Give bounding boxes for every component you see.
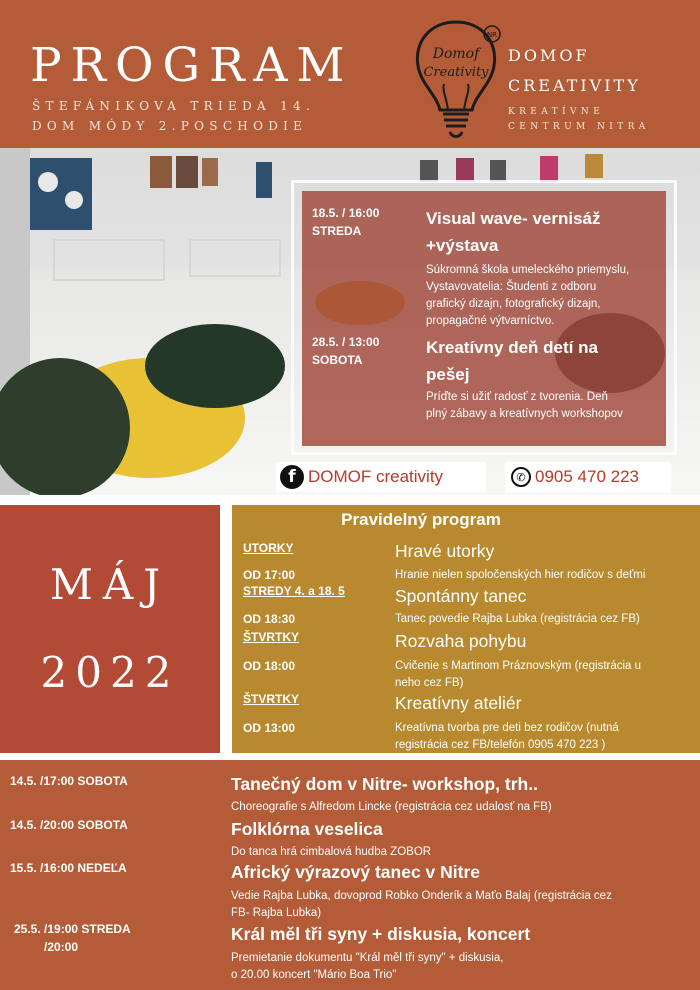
month-panel [0, 505, 220, 753]
regular-2-title: Spontánny tanec [395, 586, 527, 606]
facebook-icon: f [280, 465, 304, 489]
header [0, 0, 700, 148]
logo-badge: NR [486, 31, 498, 39]
month-name: MÁJ [49, 560, 171, 609]
event-2-title: Folklórna veselica [231, 819, 383, 839]
event-1-title: Tanečný dom v Nitre- workshop, trh.. [231, 774, 538, 794]
featured-event-1-desc-1: Súkromná škola umeleckého priemyslu, [426, 264, 630, 276]
month-year: 2022 [40, 648, 180, 697]
featured-event-2-day: SOBOTA [312, 353, 363, 367]
logo-text-1: Domof [432, 46, 480, 62]
event-4-date-2: /20:00 [44, 940, 79, 954]
featured-event-1-desc-2: Vystavovatelia: Študenti z odboru [426, 281, 597, 293]
featured-event-2-title-2: pešej [426, 365, 470, 384]
event-4-date: 25.5. /19:00 STREDA [14, 922, 131, 936]
regular-1-desc: Hranie nielen spoločenských hier rodičov s deťmi [395, 569, 646, 581]
facebook-label: DOMOF creativity [308, 467, 444, 486]
regular-3-time: OD 18:00 [243, 659, 296, 673]
regular-3-desc-2: neho cez FB) [395, 677, 464, 689]
event-3-desc-1: Vedie Rajba Lubka, dovoprod Robko Onderík a Maťo Balaj (registrácia cez [231, 890, 612, 902]
phone-number: 0905 470 223 [535, 467, 639, 486]
lightbulb-logo-icon [408, 14, 504, 144]
event-4-desc-2: o 20.00 koncert "Mário Boa Trio" [231, 969, 397, 981]
featured-event-1-title-2: +výstava [426, 236, 499, 255]
featured-event-1-desc-4: propagačné výtvarníctvo. [426, 315, 555, 327]
logo-text-2: Creativity [423, 65, 489, 80]
featured-event-1-date: 18.5. / 16:00 [312, 206, 380, 220]
featured-event-1-day: STREDA [312, 224, 362, 238]
event-4-title: Král měl tři syny + diskusia, koncert [231, 924, 531, 944]
brand-tagline-1: KREATÍVNE [508, 107, 605, 117]
regular-1-time: OD 17:00 [243, 568, 296, 582]
regular-4-day: ŠTVRTKY [243, 692, 300, 706]
event-3-date: 15.5. /16:00 NEDEĽA [10, 861, 127, 875]
regular-4-desc-2: registrácia cez FB/telefón 0905 470 223 ) [395, 739, 606, 751]
regular-4-time: OD 13:00 [243, 721, 296, 735]
regular-3-desc-1: Cvičenie s Martinom Práznovským (registrácia u [395, 660, 642, 672]
regular-program-title: Pravidelný program [341, 510, 501, 529]
regular-2-time: OD 18:30 [243, 612, 296, 626]
regular-3-day: ŠTVRTKY [243, 630, 300, 644]
event-1-date: 14.5. /17:00 SOBOTA [10, 774, 128, 788]
brand-name-2: CREATIVITY [508, 76, 641, 95]
event-4-desc-1: Premietanie dokumentu "Král měl tři syny" + diskusia, [231, 952, 504, 964]
phone-link[interactable] [505, 462, 671, 492]
featured-event-2-title-1: Kreatívny deň detí na [426, 338, 598, 357]
event-2-date: 14.5. /20:00 SOBOTA [10, 818, 128, 832]
regular-3-title: Rozvaha pohybu [395, 631, 527, 651]
address-line-1: ŠTEFÁNIKOVA TRIEDA 14. [32, 99, 316, 113]
brand-tagline-2: CENTRUM NITRA [508, 122, 650, 132]
regular-1-title: Hravé utorky [395, 541, 495, 561]
regular-2-desc: Tanec povedie Rajba Lubka (registrácia cez FB) [395, 613, 640, 625]
event-3-desc-2: FB- Rajba Lubka) [231, 907, 322, 919]
regular-4-desc-1: Kreatívna tvorba pre deti bez rodičov (nutná [395, 722, 619, 734]
address-line-2: DOM MÓDY 2.POSCHODIE [32, 119, 308, 133]
event-3-title: Africký výrazový tanec v Nitre [231, 862, 481, 882]
featured-event-1-title-1: Visual wave- vernisáž [426, 209, 601, 228]
regular-1-day: UTORKY [243, 541, 294, 555]
event-2-desc: Do tanca hrá cimbalová hudba ZOBOR [231, 846, 432, 858]
regular-2-day: STREDY 4. a 18. 5 [243, 584, 345, 598]
event-1-desc: Choreografie s Alfredom Lincke (registrácia cez udalosť na FB) [231, 801, 552, 813]
featured-event-2-desc-2: plný zábavy a kreatívnych workshopov [426, 408, 623, 420]
featured-event-2-desc-1: Príďte si užiť radosť z tvorenia. Deň [426, 391, 608, 403]
brand-name-1: DOMOF [508, 46, 590, 65]
regular-4-title: Kreatívny ateliér [395, 693, 522, 713]
featured-event-2-date: 28.5. / 13:00 [312, 335, 380, 349]
phone-icon: ✆ [511, 467, 531, 487]
facebook-link[interactable] [276, 462, 486, 492]
page-title: PROGRAM [30, 38, 354, 93]
featured-event-1-desc-3: grafický dizajn, fotografický dizajn, [426, 298, 601, 310]
